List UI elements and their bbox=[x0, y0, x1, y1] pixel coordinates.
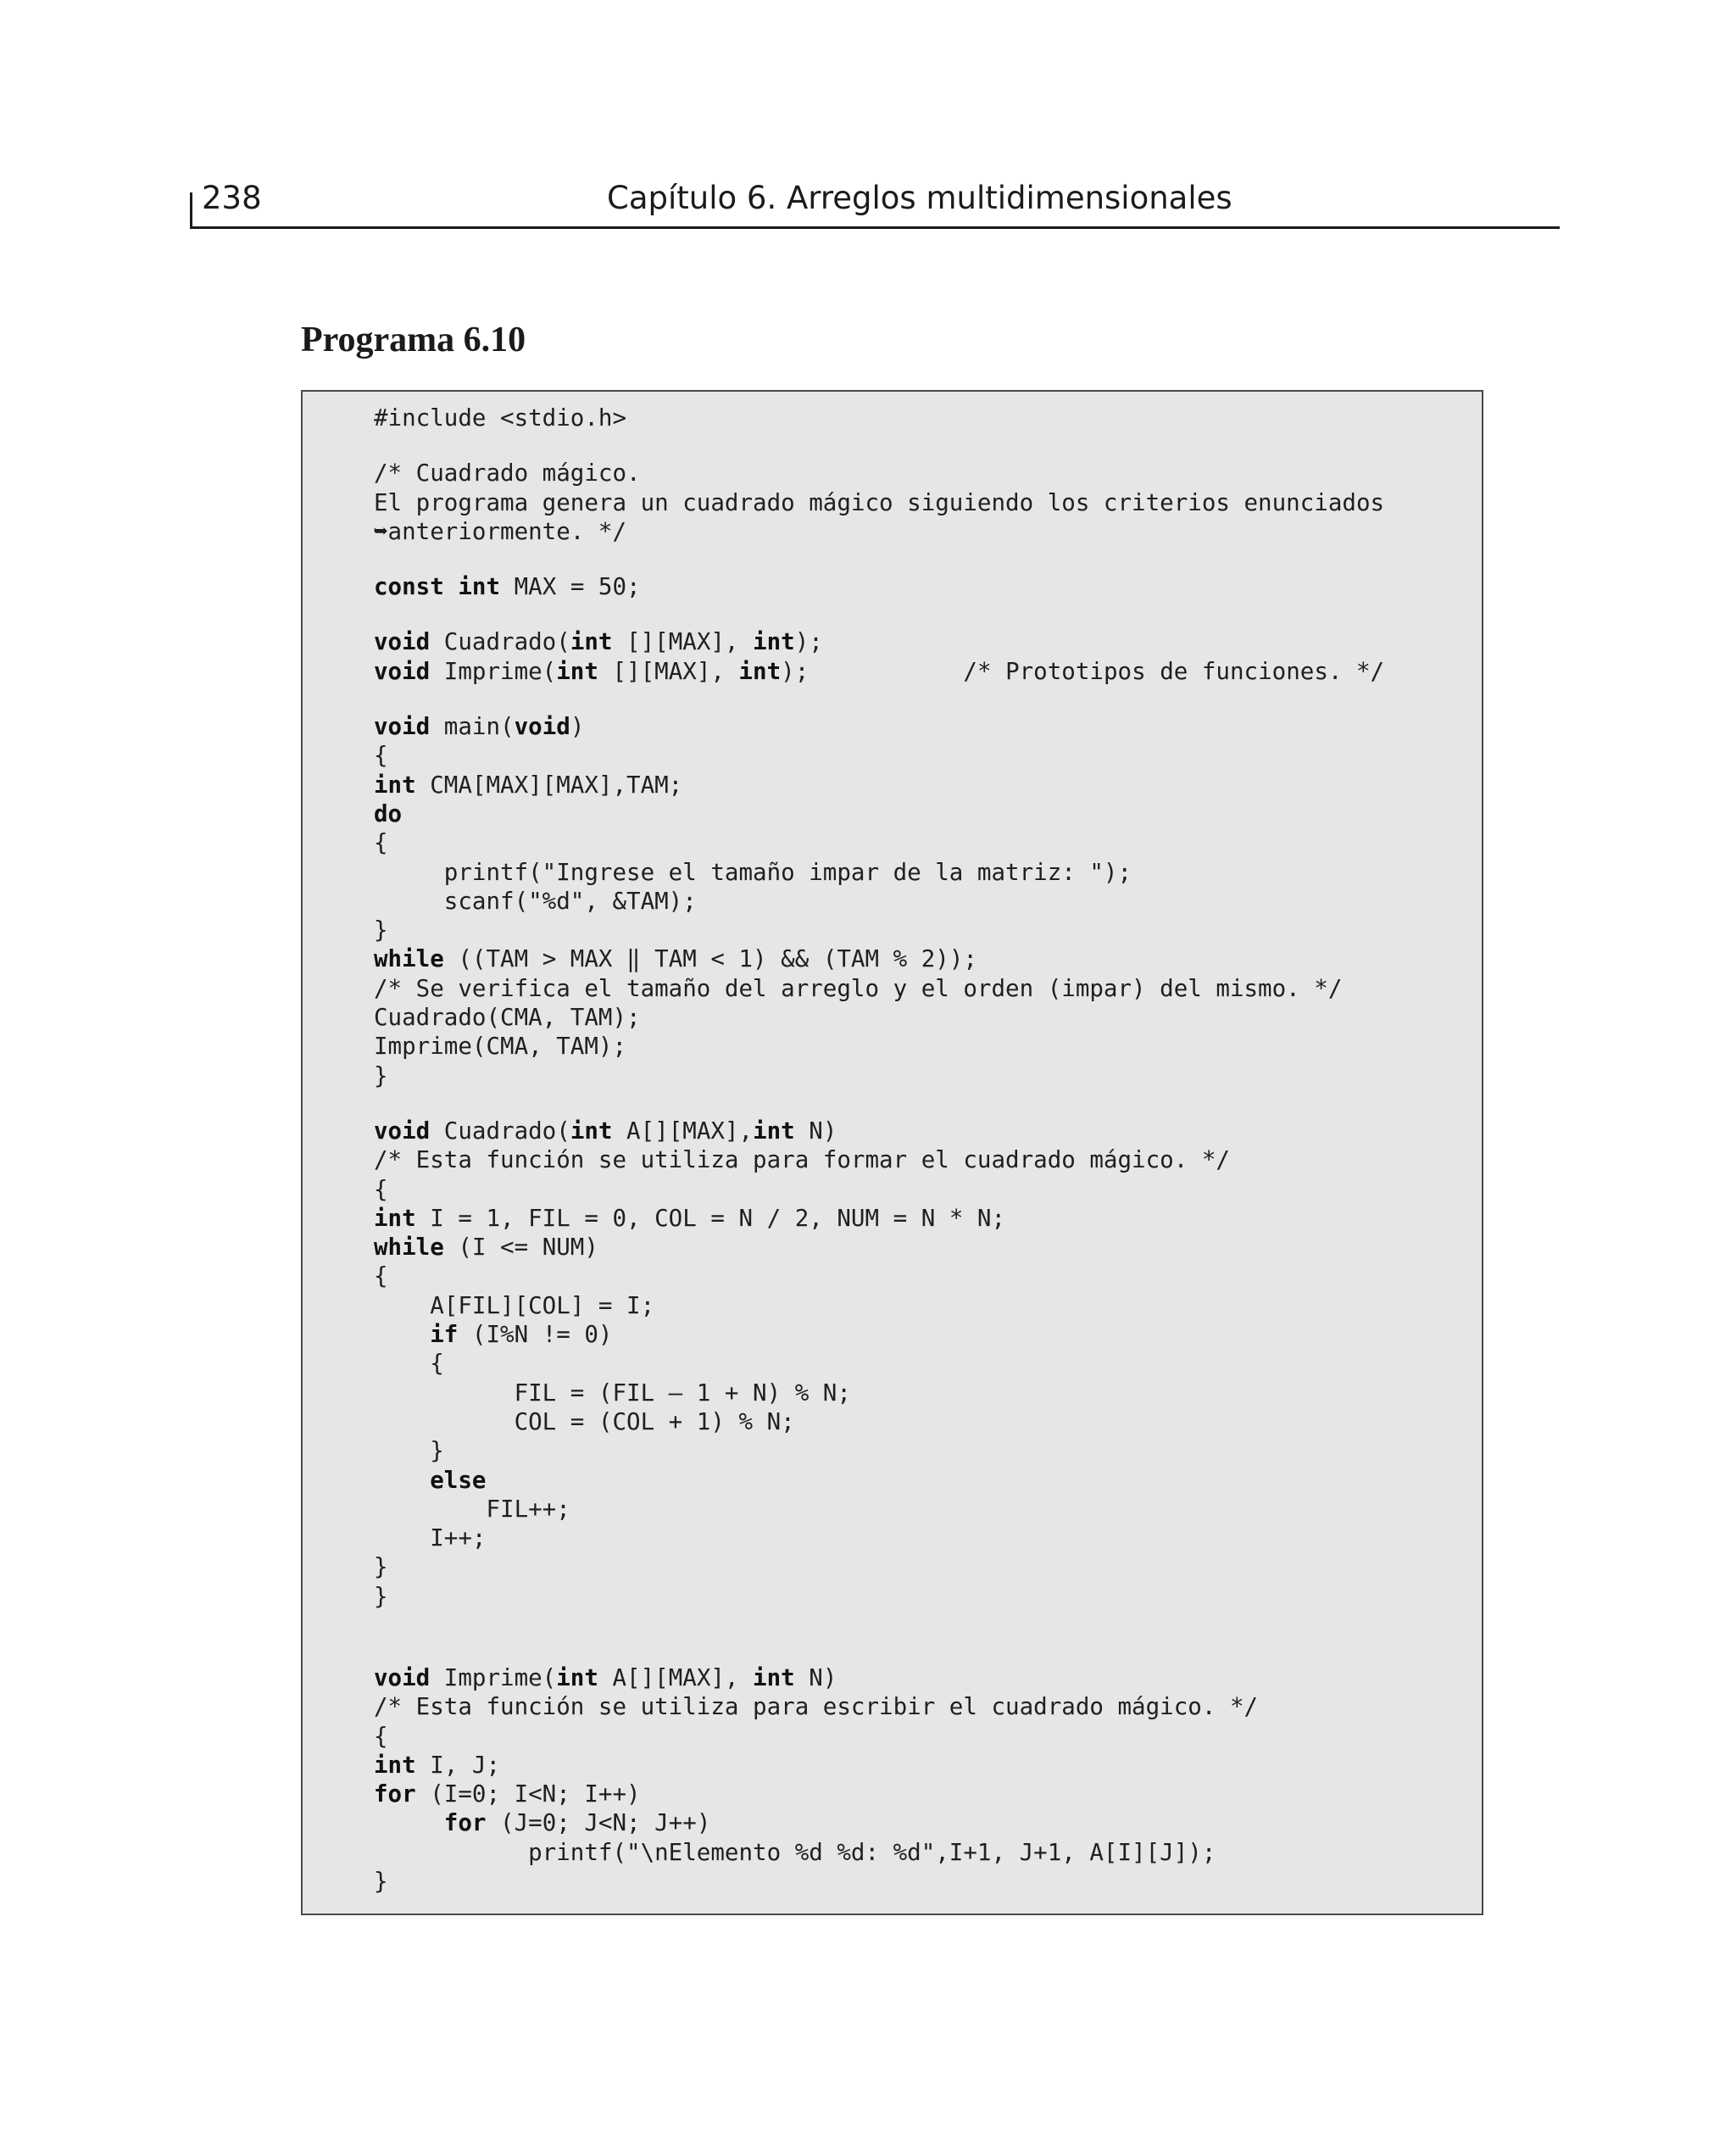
program-title: Programa 6.10 bbox=[301, 320, 526, 359]
code-line: } bbox=[374, 1061, 388, 1089]
code-line: } bbox=[374, 1868, 388, 1896]
code-line bbox=[374, 1637, 1384, 1663]
code-line: } bbox=[374, 1437, 444, 1465]
code-keyword: int bbox=[556, 1663, 598, 1691]
code-keyword: void bbox=[374, 1663, 431, 1691]
code-line: } bbox=[374, 916, 388, 944]
code-keyword: int bbox=[570, 1117, 613, 1145]
code-line: { bbox=[374, 1350, 444, 1378]
code-keyword: for bbox=[374, 1780, 416, 1808]
code-keyword: int bbox=[374, 771, 416, 799]
running-header bbox=[190, 174, 1560, 228]
code-line: Imprime(CMA, TAM); bbox=[374, 1033, 627, 1061]
code-keyword: const bbox=[374, 573, 444, 601]
code-line bbox=[374, 1466, 1384, 1495]
code-line: } bbox=[374, 1582, 388, 1610]
code-line: { bbox=[374, 1722, 388, 1750]
code-keyword: void bbox=[514, 713, 570, 741]
code-line bbox=[374, 432, 1384, 459]
code-line: int CMA[MAX][MAX],TAM; bbox=[374, 771, 683, 799]
code-line: while ((TAM > MAX ‖ TAM < 1) && (TAM % 2)); bbox=[374, 945, 977, 973]
code-line: A[FIL][COL] = I; bbox=[374, 1291, 655, 1319]
code-keyword: void bbox=[374, 657, 431, 685]
code-line: COL = (COL + 1) % N; bbox=[374, 1407, 795, 1435]
code-keyword: int bbox=[738, 657, 782, 685]
code-line: /* Esta función se utiliza para escribir el cuadrado mágico. */ bbox=[374, 1693, 1259, 1721]
code-line bbox=[374, 1090, 1384, 1117]
code-line: Cuadrado(CMA, TAM); bbox=[374, 1004, 641, 1032]
code-listing-box bbox=[301, 390, 1483, 1915]
code-line: /* Esta función se utiliza para formar el cuadrado mágico. */ bbox=[374, 1146, 1230, 1174]
chapter-title: Capítulo 6. Arreglos multidimensionales bbox=[607, 180, 1232, 216]
code-line: /* Cuadrado mágico. bbox=[374, 460, 641, 487]
code-keyword: int bbox=[458, 573, 501, 601]
code-listing bbox=[374, 404, 1384, 1896]
code-keyword: int bbox=[753, 1663, 795, 1691]
code-line: printf("\nElemento %d %d: %d",I+1, J+1, A[I][J]); bbox=[374, 1838, 1216, 1866]
code-keyword: int bbox=[374, 1751, 416, 1779]
code-line: #include <stdio.h> bbox=[374, 404, 627, 432]
code-line: { bbox=[374, 1262, 388, 1290]
code-keyword: void bbox=[374, 1117, 431, 1145]
code-keyword: else bbox=[430, 1466, 487, 1494]
code-line: int I = 1, FIL = 0, COL = N / 2, NUM = N * N; bbox=[374, 1204, 1006, 1232]
code-keyword: for bbox=[443, 1809, 487, 1837]
code-line: void main(void) bbox=[374, 713, 585, 741]
header-rule bbox=[190, 226, 1560, 229]
code-line: void Cuadrado(int [][MAX], int); bbox=[374, 628, 823, 656]
code-line bbox=[374, 799, 1384, 828]
code-keyword: void bbox=[374, 713, 431, 741]
code-line: { bbox=[374, 1175, 388, 1203]
code-line: while (I <= NUM) bbox=[374, 1234, 598, 1262]
code-line: void Imprime(int [][MAX], int); /* Prototipos de funciones. */ bbox=[374, 657, 1385, 685]
code-keyword: do bbox=[374, 799, 403, 827]
code-line: ➥anteriormente. */ bbox=[374, 517, 627, 545]
code-line: void Cuadrado(int A[][MAX],int N) bbox=[374, 1117, 837, 1145]
code-keyword: if bbox=[430, 1321, 459, 1349]
code-keyword: void bbox=[374, 628, 431, 656]
code-keyword: int bbox=[570, 628, 613, 656]
code-line: void Imprime(int A[][MAX], int N) bbox=[374, 1663, 837, 1691]
code-line: int I, J; bbox=[374, 1751, 501, 1779]
code-line bbox=[374, 1611, 1384, 1637]
page-number: 238 bbox=[202, 180, 262, 216]
code-line: El programa genera un cuadrado mágico siguiendo los criterios enunciados bbox=[374, 488, 1385, 516]
code-line: if (I%N != 0) bbox=[430, 1321, 613, 1349]
code-line: /* Se verifica el tamaño del arreglo y el orden (impar) del mismo. */ bbox=[374, 974, 1343, 1002]
code-line bbox=[374, 601, 1384, 627]
code-line: FIL++; bbox=[374, 1495, 570, 1523]
code-keyword: while bbox=[374, 945, 444, 973]
code-keyword: int bbox=[374, 1204, 416, 1232]
code-line: I++; bbox=[374, 1524, 487, 1552]
code-line: printf("Ingrese el tamaño impar de la matriz: "); bbox=[374, 858, 1132, 886]
code-line: { bbox=[374, 742, 388, 770]
code-line: FIL = (FIL – 1 + N) % N; bbox=[374, 1379, 851, 1407]
code-line: const int MAX = 50; bbox=[374, 573, 641, 601]
code-line: { bbox=[374, 829, 388, 857]
code-keyword: int bbox=[753, 628, 795, 656]
code-line: for (J=0; J<N; J++) bbox=[443, 1809, 711, 1837]
code-line bbox=[374, 546, 1384, 572]
code-line: for (I=0; I<N; I++) bbox=[374, 1780, 641, 1808]
code-keyword: while bbox=[374, 1234, 444, 1262]
code-line bbox=[374, 686, 1384, 712]
code-keyword: int bbox=[753, 1117, 795, 1145]
header-corner-tick bbox=[190, 192, 192, 229]
code-line: } bbox=[374, 1553, 388, 1581]
code-line: scanf("%d", &TAM); bbox=[374, 887, 697, 915]
code-keyword: int bbox=[556, 657, 598, 685]
